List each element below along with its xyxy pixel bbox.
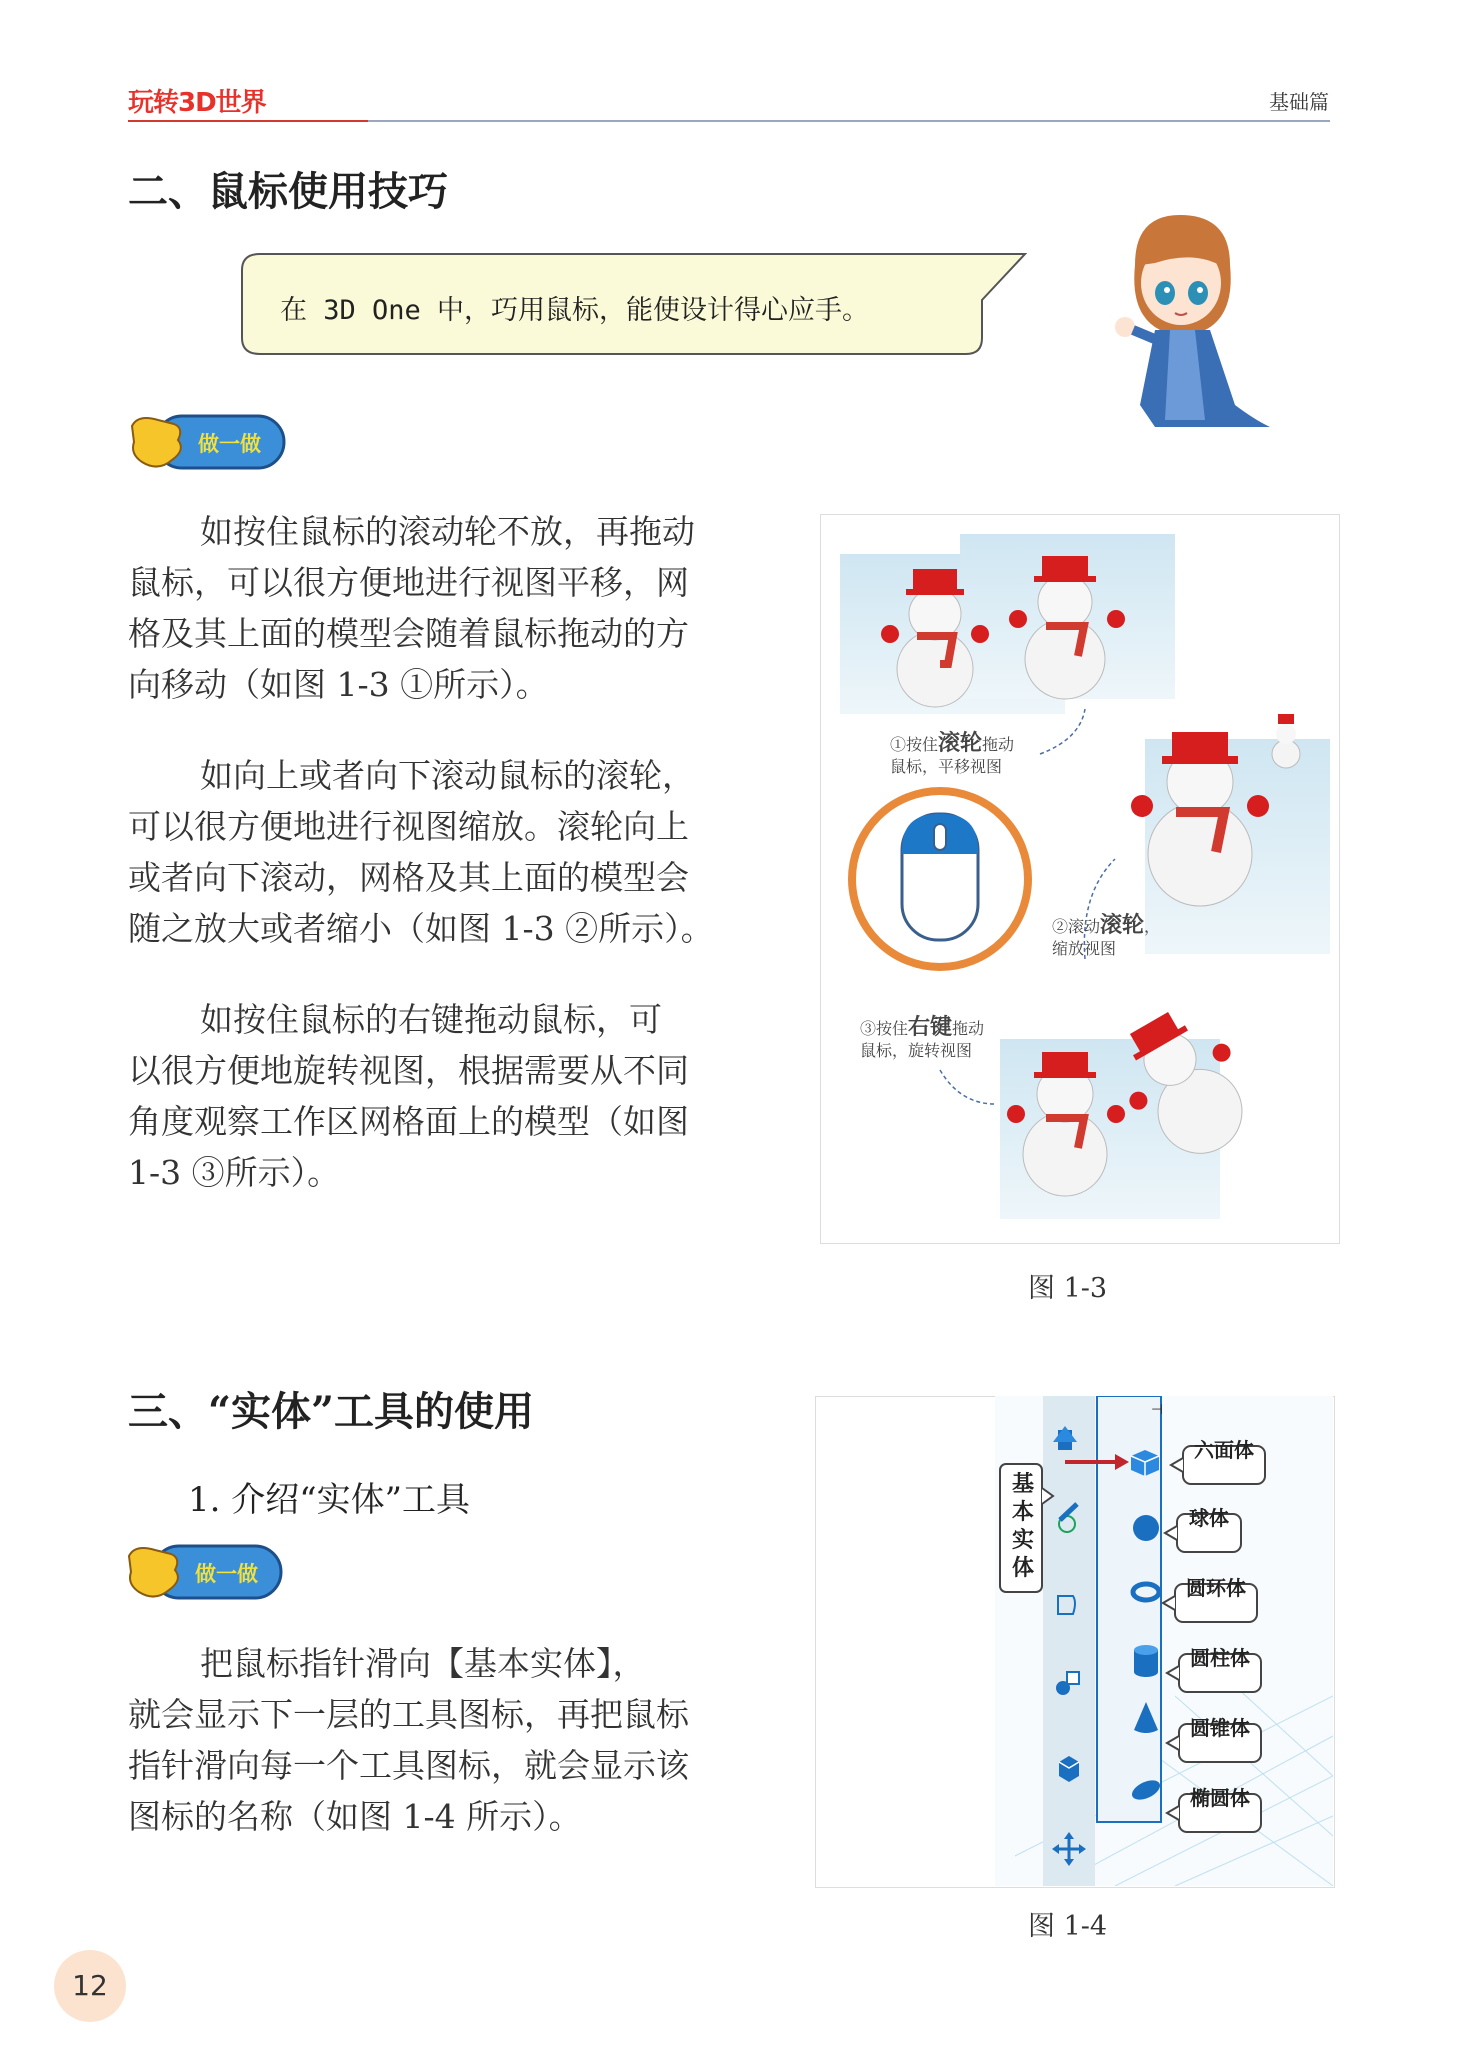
- tool-label-ellipsoid: 椭圆体: [1190, 1786, 1250, 1810]
- group-label-char: 实: [1011, 1527, 1034, 1553]
- group-label-char: 基: [1011, 1471, 1034, 1497]
- paragraph-line: 角度观察工作区网格面上的模型（如图: [128, 1102, 689, 1141]
- note-suffix: ，: [1144, 917, 1161, 936]
- note-strong: 滚轮: [938, 730, 983, 756]
- tool-label-sphere: 球体: [1189, 1506, 1229, 1530]
- figure-1-3-illustration: [820, 514, 1338, 1242]
- paragraph-solid-tool: [128, 1638, 718, 1842]
- cylinder-icon[interactable]: [1134, 1645, 1158, 1677]
- group-label-char: 本: [1011, 1499, 1034, 1525]
- mouse-icon: [852, 791, 1028, 967]
- note-suffix: 拖动: [982, 735, 1015, 754]
- section-title-solid-tool: 三、“实体”工具的使用: [128, 1388, 535, 1435]
- paragraph-line: 如按住鼠标的滚动轮不放，再拖动: [200, 512, 695, 551]
- paragraph-line: 如向上或者向下滚动鼠标的滚轮，: [200, 756, 695, 795]
- section-title-mouse-tips: 二、鼠标使用技巧: [128, 168, 448, 215]
- figure-note-pan: [890, 730, 1014, 756]
- book-logo: 玩转3D世界: [128, 88, 266, 118]
- paragraph-rotate: [128, 994, 728, 1198]
- note-prefix: ①按住: [890, 735, 939, 754]
- paragraph-line: 如按住鼠标的右键拖动鼠标，可: [200, 1000, 662, 1039]
- figure-1-3-caption: 图 1-3: [1028, 1273, 1108, 1304]
- paragraph-line: 1-3 ③所示）。: [128, 1153, 341, 1192]
- paragraph-line: 指针滑向每一个工具图标，就会显示该: [128, 1746, 689, 1785]
- paragraph-line: 以很方便地旋转视图，根据需要从不同: [128, 1051, 689, 1090]
- speech-bubble-text: 在 3D One 中，巧用鼠标，能使设计得心应手。: [280, 295, 870, 326]
- tool-label-cylinder: 圆柱体: [1190, 1646, 1250, 1670]
- group-label-basic-solid: [1008, 1470, 1038, 1582]
- svg-text:⊣: ⊣: [1151, 1402, 1164, 1418]
- note-strong: 滚轮: [1100, 912, 1145, 938]
- tool-label-hexahedron: 六面体: [1194, 1438, 1254, 1462]
- figure-1-4-caption: 图 1-4: [1028, 1911, 1108, 1942]
- tool-label-cone: 圆锥体: [1190, 1716, 1250, 1740]
- note-prefix: ②滚动: [1052, 917, 1101, 936]
- figure-note-pan-line2: 鼠标，平移视图: [890, 757, 1003, 776]
- note-suffix: 拖动: [952, 1019, 985, 1038]
- page-number: 12: [54, 1950, 126, 2022]
- paragraph-line: 或者向下滚动，网格及其上面的模型会: [128, 858, 689, 897]
- paragraph-line: 可以很方便地进行视图缩放。滚轮向上: [128, 807, 689, 846]
- toolbar-sidebar: [1043, 1396, 1095, 1886]
- do-it-badge-label: 做一做: [195, 1562, 258, 1586]
- figure-note-zoom-line2: 缩放视图: [1052, 939, 1117, 958]
- figure-note-zoom: [1052, 912, 1160, 938]
- paragraph-line: 随之放大或者缩小（如图 1-3 ②所示）。: [128, 909, 714, 948]
- paragraph-line: 就会显示下一层的工具图标，再把鼠标: [128, 1695, 689, 1734]
- paragraph-line: 向移动（如图 1-3 ①所示）。: [128, 665, 549, 704]
- character-illustration: [1085, 205, 1275, 435]
- group-label-char: 体: [1011, 1555, 1034, 1581]
- tool-label-torus: 圆环体: [1186, 1576, 1246, 1600]
- figure-1-4-illustration: [815, 1396, 1333, 1886]
- note-strong: 右键: [908, 1014, 953, 1040]
- figure-note-rotate-line2: 鼠标，旋转视图: [860, 1041, 973, 1060]
- paragraph-line: 把鼠标指针滑向【基本实体】，: [200, 1644, 646, 1683]
- section-label: 基础篇: [1269, 90, 1329, 114]
- subsection-title: 1. 介绍“实体”工具: [188, 1480, 471, 1520]
- sphere-icon[interactable]: [1133, 1515, 1159, 1541]
- paragraph-pan: [128, 506, 728, 710]
- paragraph-line: 格及其上面的模型会随着鼠标拖动的方: [128, 614, 689, 653]
- paragraph-zoom: [128, 750, 728, 954]
- do-it-badge-label: 做一做: [198, 432, 261, 456]
- paragraph-line: 图标的名称（如图 1-4 所示）。: [128, 1797, 582, 1836]
- header-divider: [128, 120, 1330, 122]
- paragraph-line: 鼠标，可以很方便地进行视图平移，网: [128, 563, 689, 602]
- figure-note-rotate: [860, 1014, 984, 1040]
- note-prefix: ③按住: [860, 1019, 909, 1038]
